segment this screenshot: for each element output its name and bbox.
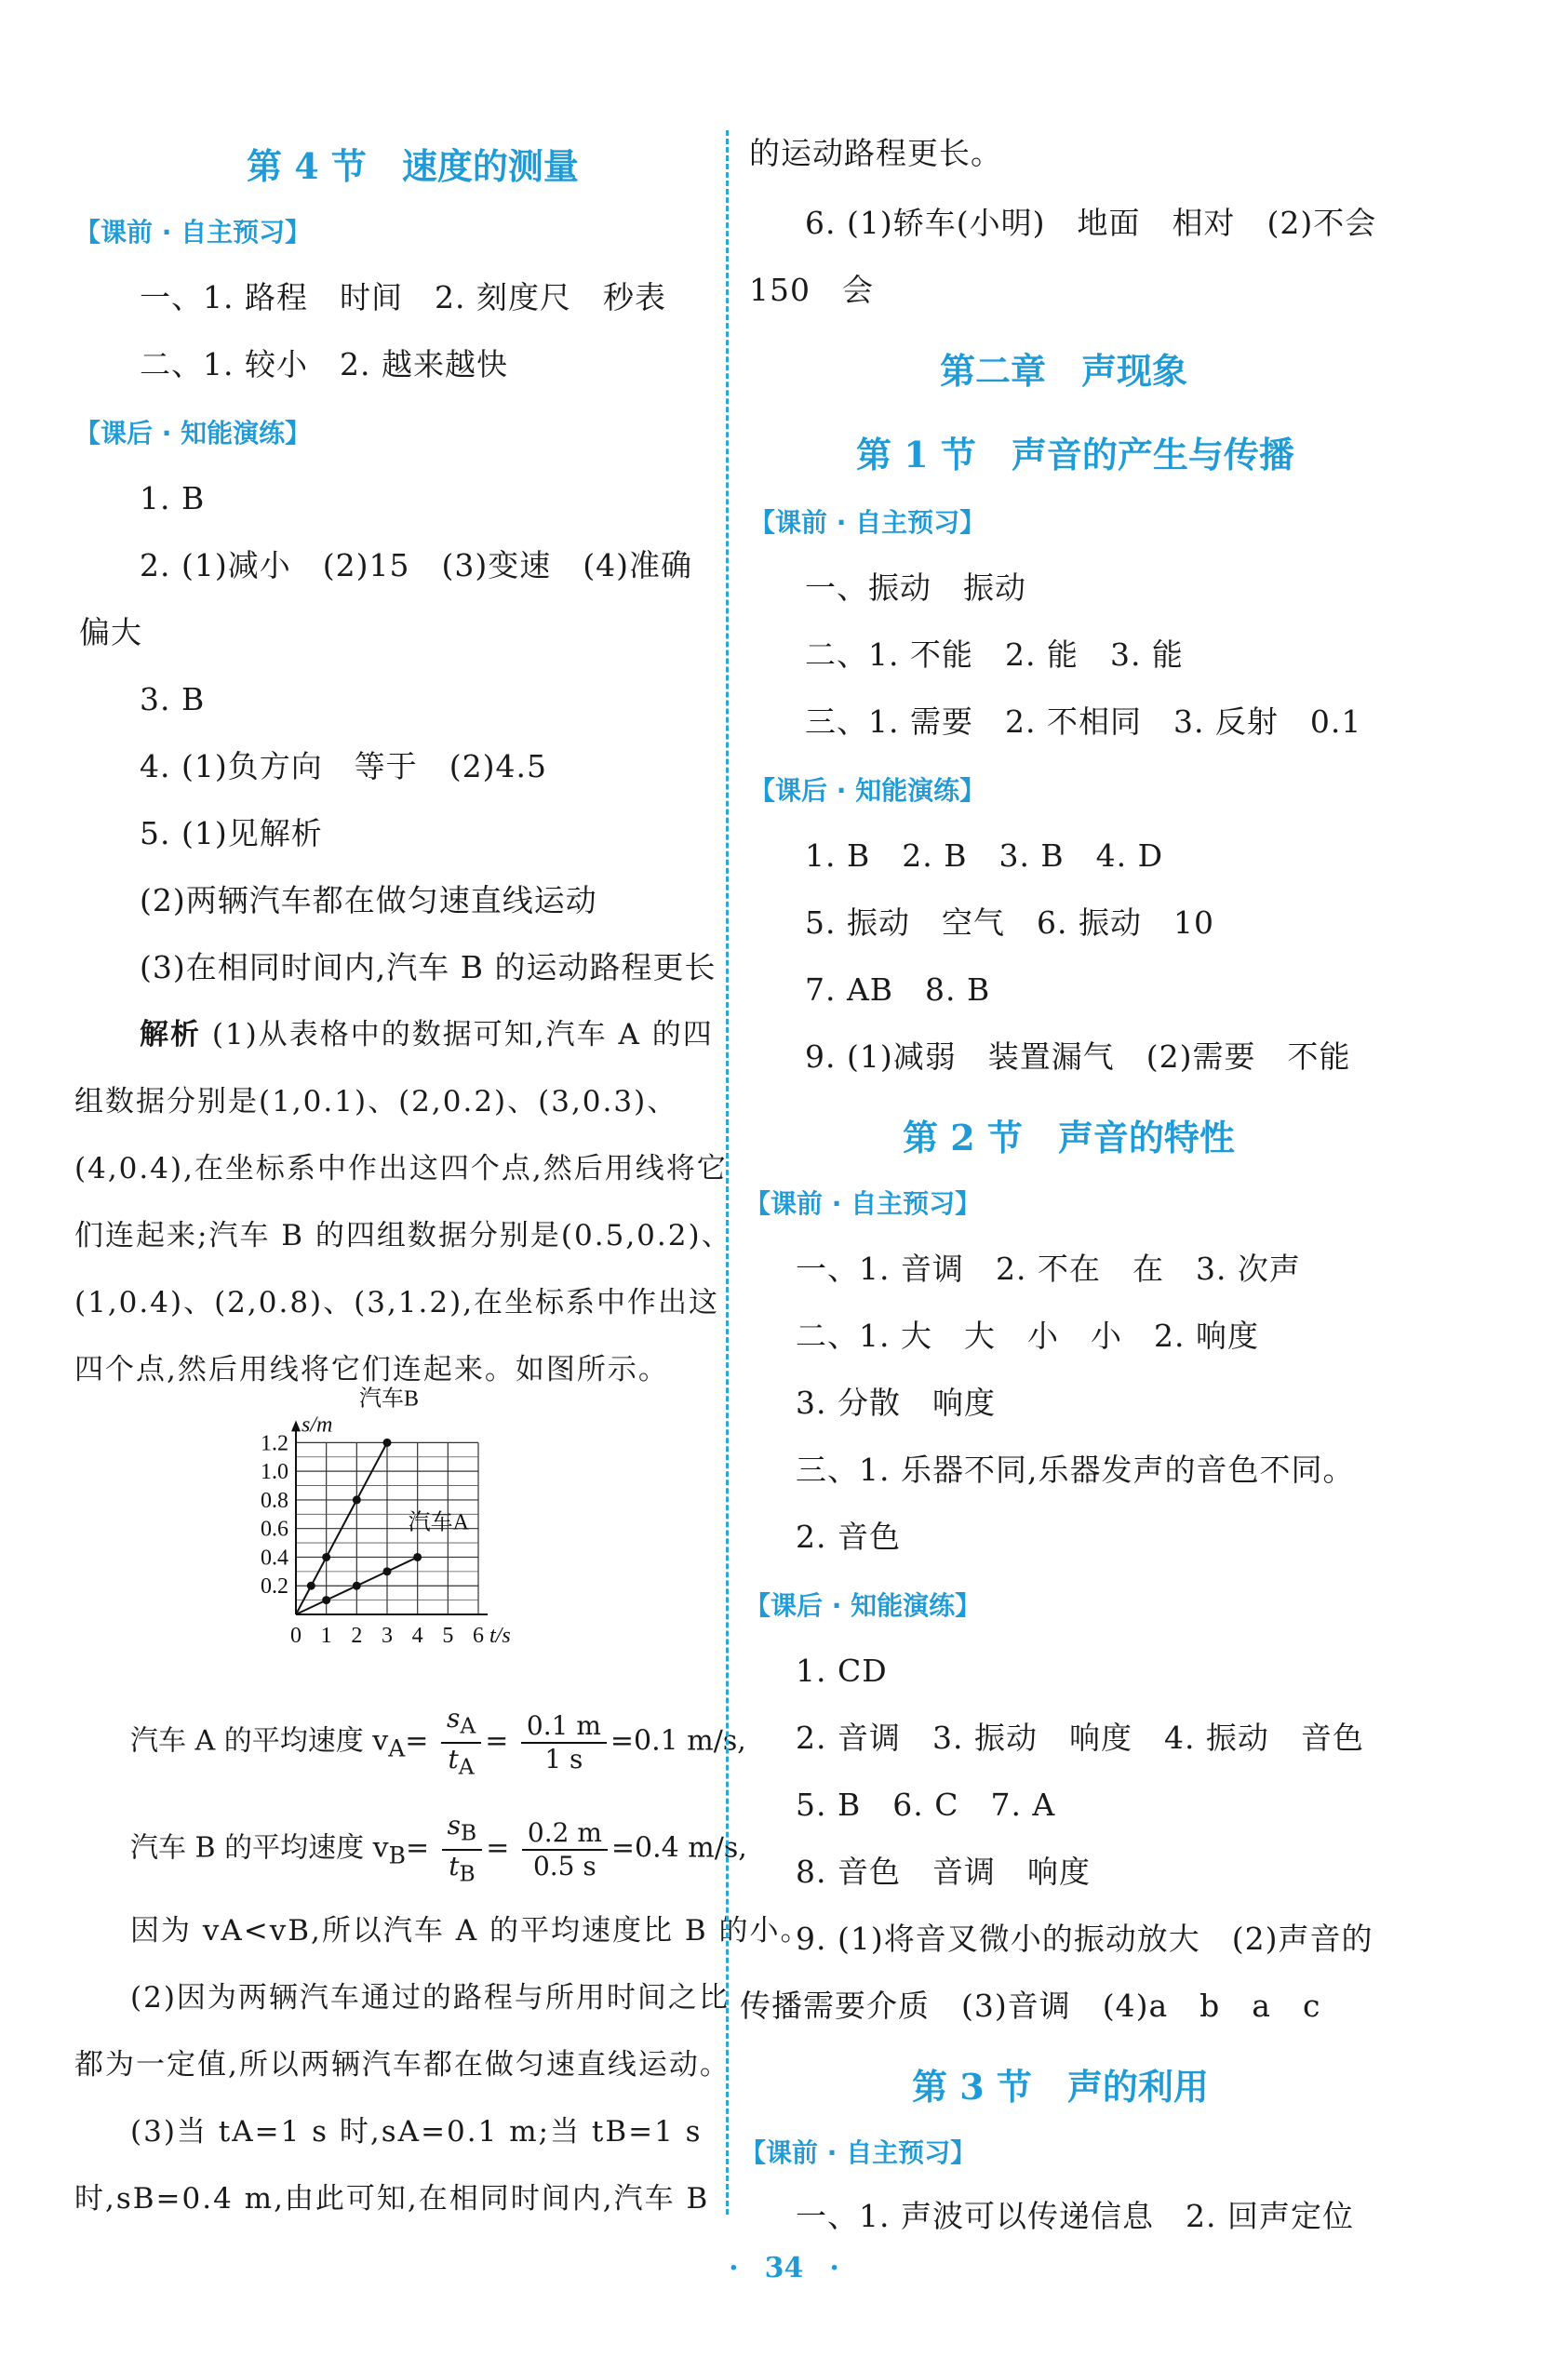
y-axis-label: s/m: [302, 1413, 333, 1438]
post-line-7: (2)两辆汽车都在做匀速直线运动: [140, 882, 597, 918]
analysis-label: 解析: [140, 1018, 201, 1051]
sec1-post-line-3: 7. AB 8. B: [805, 971, 991, 1008]
sec2-post-line-5: 9. (1)将音叉微小的振动放大 (2)声音的: [796, 1921, 1374, 1957]
sec1-pre-label: 【课前 · 自主预习】: [749, 507, 986, 538]
y-tick-label: 0.6: [261, 1517, 288, 1542]
data-point: [353, 1495, 361, 1504]
post-line-6: 5. (1)见解析: [140, 815, 323, 851]
sec2-post-label: 【课后 · 知能演练】: [744, 1590, 982, 1621]
x-axis-label: t/s: [489, 1624, 511, 1648]
data-point: [322, 1553, 330, 1561]
sec3-title: 第 3 节 声的利用: [912, 2066, 1209, 2108]
y-tick-label: 0.8: [261, 1488, 288, 1513]
data-point: [322, 1596, 330, 1604]
x-tick-label: 6: [473, 1624, 484, 1648]
x-tick-label: 1: [320, 1624, 332, 1648]
x-tick-label: 4: [411, 1624, 423, 1648]
sec2-post-line-3: 5. B 6. C 7. A: [796, 1787, 1056, 1823]
sec2-pre-line-4: 三、1. 乐器不同,乐器发声的音色不同。: [796, 1452, 1355, 1488]
y-tick-label: 1.2: [261, 1431, 288, 1456]
analysis-line-6: 四个点,然后用线将它们连起来。如图所示。: [74, 1353, 669, 1386]
sec2-pre-line-5: 2. 音色: [796, 1519, 901, 1555]
x-tick-label: 2: [351, 1624, 363, 1648]
sec1-pre-line-1: 一、振动 振动: [805, 569, 1026, 606]
page-number: · 34 ·: [729, 2252, 839, 2284]
pre-line-1: 一、1. 路程 时间 2. 刻度尺 秒表: [140, 279, 666, 315]
sec2-post-line-1: 1. CD: [796, 1653, 888, 1689]
chart-series: [296, 1439, 422, 1614]
sec2-post-line-4: 8. 音色 音调 响度: [796, 1854, 1091, 1890]
x-tick-label: 5: [442, 1624, 454, 1648]
tail-line-3: (3)当 tA=1 s 时,sA=0.1 m;当 tB=1 s: [130, 2115, 703, 2149]
post-line-3: 偏大: [79, 614, 142, 650]
data-point: [307, 1582, 315, 1590]
pre-line-2: 二、1. 较小 2. 越来越快: [140, 346, 508, 382]
tail-line-1: (2)因为两辆汽车通过的路程与所用时间之比: [130, 1981, 730, 2015]
sec2-pre-line-1: 一、1. 音调 2. 不在 在 3. 次声: [796, 1251, 1301, 1287]
post-line-2: 2. (1)减小 (2)15 (3)变速 (4)准确: [140, 547, 692, 583]
post-line-1: 1. B: [140, 480, 206, 516]
sec2-title: 第 2 节 声音的特性: [903, 1117, 1235, 1158]
pre-study-label: 【课前 · 自主预习】: [74, 217, 312, 248]
sec2-post-line-6: 传播需要介质 (3)音调 (4)a b a c: [740, 1988, 1321, 2024]
sec2-post-line-2: 2. 音调 3. 振动 响度 4. 振动 音色: [796, 1720, 1364, 1756]
series-label: 汽车B: [359, 1386, 420, 1412]
compare-line: 因为 vA<vB,所以汽车 A 的平均速度比 B 的小。: [130, 1914, 811, 1948]
post-line-8: (3)在相同时间内,汽车 B 的运动路程更长: [140, 949, 717, 985]
right-top-line-3: 150 会: [749, 272, 874, 308]
chapter-title: 第二章 声现象: [940, 350, 1188, 392]
sec1-post-line-2: 5. 振动 空气 6. 振动 10: [805, 904, 1214, 941]
formula-a: 汽车 A 的平均速度 $v_A=$ $\frac{s_A}{t_A}$ = $\frac{0.1 m}{1 s}$ =0.1 m/s,: [130, 1703, 746, 1780]
tail-line-4: 时,sB=0.4 m,由此可知,在相同时间内,汽车 B: [74, 2182, 710, 2216]
right-top-line-2: 6. (1)轿车(小明) 地面 相对 (2)不会: [805, 205, 1377, 241]
x-tick-label: 3: [382, 1624, 393, 1648]
data-point: [383, 1567, 392, 1575]
data-point: [413, 1553, 422, 1561]
sec1-pre-line-2: 二、1. 不能 2. 能 3. 能: [805, 636, 1184, 673]
data-point: [383, 1439, 392, 1447]
section-title: 第 4 节 速度的测量: [247, 145, 579, 187]
sec2-pre-line-2: 二、1. 大 大 小 小 2. 响度: [796, 1318, 1259, 1354]
sec2-pre-line-3: 3. 分散 响度: [796, 1385, 996, 1421]
y-tick-label: 1.0: [261, 1460, 288, 1485]
analysis-line-4: 们连起来;汽车 B 的四组数据分别是(0.5,0.2)、: [74, 1219, 732, 1252]
y-tick-label: 0.2: [261, 1574, 288, 1600]
post-practice-label: 【课后 · 知能演练】: [74, 418, 312, 449]
data-point: [353, 1582, 361, 1590]
column-divider: [726, 130, 731, 2215]
analysis-line-3: (4,0.4),在坐标系中作出这四个点,然后用线将它: [74, 1152, 728, 1185]
y-axis-arrow: [291, 1420, 301, 1431]
post-line-5: 4. (1)负方向 等于 (2)4.5: [140, 748, 547, 784]
sec1-pre-line-3: 三、1. 需要 2. 不相同 3. 反射 0.1: [805, 703, 1362, 740]
y-tick-label: 0.4: [261, 1546, 288, 1571]
analysis-line-1: 解析 (1)从表格中的数据可知,汽车 A 的四: [140, 1018, 714, 1051]
post-line-4: 3. B: [140, 681, 206, 717]
sec2-pre-label: 【课前 · 自主预习】: [744, 1188, 982, 1219]
sec1-title: 第 1 节 声音的产生与传播: [856, 434, 1294, 475]
sec1-post-label: 【课后 · 知能演练】: [749, 775, 986, 806]
analysis-line-5: (1,0.4)、(2,0.8)、(3,1.2),在坐标系中作出这: [74, 1286, 720, 1319]
sec1-post-line-4: 9. (1)减弱 装置漏气 (2)需要 不能: [805, 1038, 1351, 1075]
sec3-pre-line-1: 一、1. 声波可以传递信息 2. 回声定位: [796, 2198, 1354, 2234]
formula-b: 汽车 B 的平均速度 $v_B=$ $\frac{s_B}{t_B}$ = $\frac{0.2 m}{0.5 s}$ =0.4 m/s,: [130, 1810, 747, 1887]
series-label: 汽车A: [408, 1510, 470, 1535]
right-top-line-1: 的运动路程更长。: [749, 135, 1002, 171]
distance-time-chart: [186, 1386, 540, 1666]
analysis-line-2: 组数据分别是(1,0.1)、(2,0.2)、(3,0.3)、: [74, 1085, 678, 1118]
sec1-post-line-1: 1. B 2. B 3. B 4. D: [805, 837, 1164, 874]
tail-line-2: 都为一定值,所以两辆汽车都在做匀速直线运动。: [74, 2048, 730, 2082]
sec3-pre-label: 【课前 · 自主预习】: [740, 2137, 977, 2168]
x-tick-label: 0: [290, 1624, 302, 1648]
